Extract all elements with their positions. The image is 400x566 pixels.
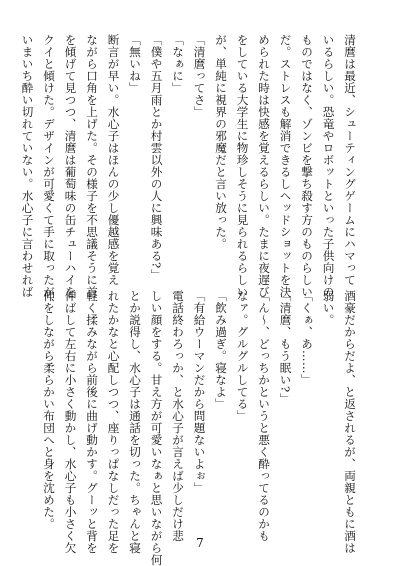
text-line: 軽く揉みながら前後に曲げ動かす。グーッと背を — [85, 290, 99, 554]
page-number: 7 — [196, 536, 204, 550]
text-line: 伸をしながら柔らかい布団へと身を沈めた。 — [42, 290, 56, 530]
text-line: 伸ばして左右に小さく動かし、水心子も小さく欠 — [63, 290, 78, 554]
text-line: いるらしい。恐竜やロボットといった子供向けの — [321, 34, 336, 298]
dialogue-line: 「僕や五月雨とか村雲以外の人に興味ある?」 — [149, 34, 164, 281]
text-line: を傾げて見つつ、清麿は葡萄味の缶チューハイを — [63, 34, 78, 298]
text-line: 電話終わろっか、と水心子が言えば少しだけ悲 — [171, 290, 185, 542]
dialogue-line: 「くぁ、あ……」 — [300, 290, 314, 386]
text-line: いまいち酔い切れていない。水心子に言わせれば — [20, 34, 35, 298]
text-line: ものではなく、ゾンビを撃ち殺す方のものらしい — [300, 34, 314, 298]
text-line: れたかなと心配しつつ、座りっぱなしだった足を — [106, 290, 121, 554]
lower-text-block — [38, 290, 361, 566]
text-line: 酒豪だからだよ、と返されるが、両親ともに酒は — [343, 290, 357, 554]
text-line: 弱い。 — [321, 290, 336, 326]
text-line: しい顔をする。甘え方が可愛いなぁと思いながら何 — [149, 290, 164, 566]
text-line: だ。ストレスも解消できるしヘッドショットを決 — [278, 34, 293, 298]
dialogue-line: 「なぁに」 — [171, 34, 185, 94]
dialogue-line: 「無いね」 — [128, 34, 142, 94]
dialogue-line: 「飲み過ぎ。寝なよ」 — [214, 290, 228, 410]
dialogue-line: 「ん〜、どっちかというと悪く酔ってるのかも — [257, 290, 271, 542]
text-line: ながら口角を上げた。その様子を不思議そうに首 — [85, 34, 99, 298]
text-line: とか説得し、水心子は通話を切った。ちゃんと寝 — [128, 290, 142, 554]
dialogue-line: 「清麿ってさ」 — [192, 34, 207, 118]
text-line: をしている大学生に物珍しそうに見られるらしい — [235, 34, 250, 298]
dialogue-line: なァ。グルグルしてる」 — [235, 290, 250, 422]
dialogue-line: 「清麿、もう眠い?」 — [278, 290, 293, 405]
text-line: 清麿は最近、シューティングゲームにハマって — [343, 34, 357, 286]
text-line: 断言が早い。水心子はほんの少し優越感を覚え — [106, 34, 121, 286]
text-line: が、単純に視界の邪魔だと言い放った。 — [214, 34, 228, 250]
text-line: められた時は快感を覚えるらしい。たまに夜遅び — [257, 34, 271, 298]
dialogue-line: 「有給ウーマンだから問題ないよぉ」 — [192, 290, 207, 494]
text-line: クイと傾けた。デザインが可愛くて手に取ったが、 — [42, 34, 56, 310]
